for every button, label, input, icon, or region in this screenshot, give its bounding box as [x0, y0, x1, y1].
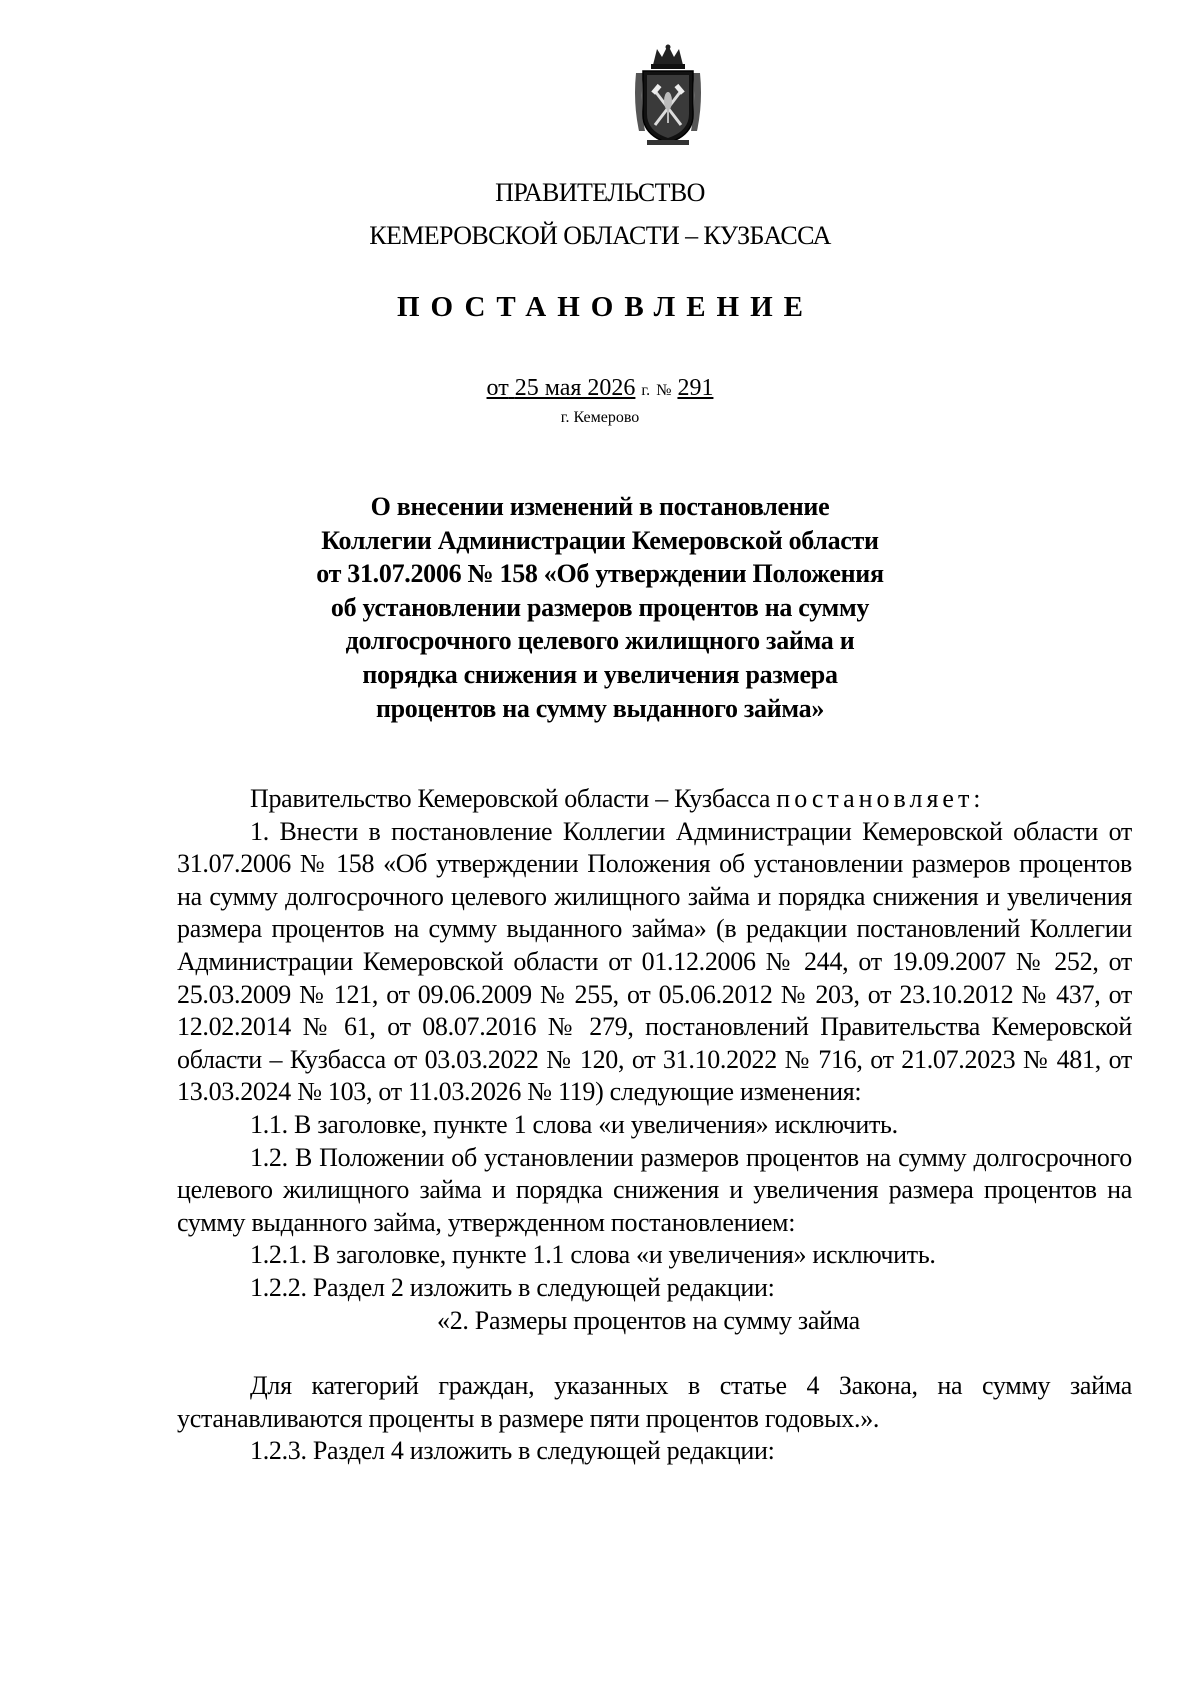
date-number-line	[0, 375, 1200, 402]
document-subject	[300, 490, 900, 725]
document-type-title: ПОСТАНОВЛЕНИЕ	[396, 291, 814, 323]
document-body	[177, 783, 1132, 1468]
preamble-text: Правительство Кемеровской области – Кузбасса	[250, 784, 771, 813]
item-1-paragraph: 1. Внести в постановление Коллегии Администрации Кемеровской области от 31.07.2006 № 158 «Об утверждении Положения об установлении размеров процентов на сумму долгосрочного целевого жилищного займа и порядка снижения и увеличения размера процентов на сумму выданного займа» (в редакции постановлений Коллегии Администрации Кемеровской области от 01.12.2006 № 244, от 19.09.2007 № 252, от 25.03.2009 № 121, от 09.06.2009 № 255, от 05.06.2012 № 203, от 23.10.2012 № 437, от 12.02.2014 № 61, от 08.07.2016 № 279, постановлений Правительства Кемеровской области – Кузбасса от 03.03.2022 № 120, от 31.10.2022 № 716, от 21.07.2023 № 481, от 13.03.2024 № 103, от 11.03.2026 № 119) следующие изменения:	[177, 816, 1132, 1107]
section-2-title: «2. Размеры процентов на сумму займа	[437, 1305, 860, 1335]
organization-name-line1: ПРАВИТЕЛЬСТВО	[495, 178, 705, 207]
coat-of-arms-emblem	[631, 43, 705, 148]
document-number: 291	[677, 375, 714, 401]
year-suffix: г.	[641, 382, 651, 399]
subject-line: порядка снижения и увеличения размера	[362, 659, 838, 689]
document-date: 25 мая 2026	[514, 375, 636, 401]
item-1-1-paragraph: 1.1. В заголовке, пункте 1 слова «и увеличения» исключить.	[250, 1109, 898, 1139]
subject-line: от 31.07.2006 № 158 «Об утверждении Положения	[316, 559, 884, 589]
subject-line: долгосрочного целевого жилищного займа и	[345, 626, 855, 656]
item-1-2-2-paragraph: 1.2.2. Раздел 2 изложить в следующей редакции:	[250, 1272, 775, 1302]
preamble-spaced-word: постановляет:	[776, 784, 985, 813]
section-2-paragraph: Для категорий граждан, указанных в статье 4 Закона, на сумму займа устанавливаются проценты в размере пяти процентов годовых.».	[177, 1371, 1132, 1433]
item-1-2-1-paragraph: 1.2.1. В заголовке, пункте 1.1 слова «и увеличения» исключить.	[250, 1240, 936, 1270]
date-prefix: от	[486, 375, 509, 401]
number-sign: №	[656, 382, 672, 399]
preamble-paragraph	[177, 783, 1132, 816]
subject-line: процентов на сумму выданного займа»	[375, 693, 825, 723]
subject-line: об установлении размеров процентов на сумму	[330, 592, 870, 622]
subject-line: Коллегии Администрации Кемеровской области	[321, 525, 879, 555]
item-1-2-paragraph: 1.2. В Положении об установлении размеров процентов на сумму долгосрочного целевого жилищного займа и порядка снижения и увеличения размера процентов на сумму выданного займа, утвержденном постановлением:	[177, 1142, 1132, 1237]
city-name: г. Кемерово	[560, 409, 640, 426]
spacer	[177, 1337, 1132, 1370]
organization-name-line2: КЕМЕРОВСКОЙ ОБЛАСТИ – КУЗБАССА	[369, 221, 831, 250]
subject-line: О внесении изменений в постановление	[370, 492, 830, 521]
item-1-2-3-paragraph: 1.2.3. Раздел 4 изложить в следующей редакции:	[250, 1436, 775, 1466]
